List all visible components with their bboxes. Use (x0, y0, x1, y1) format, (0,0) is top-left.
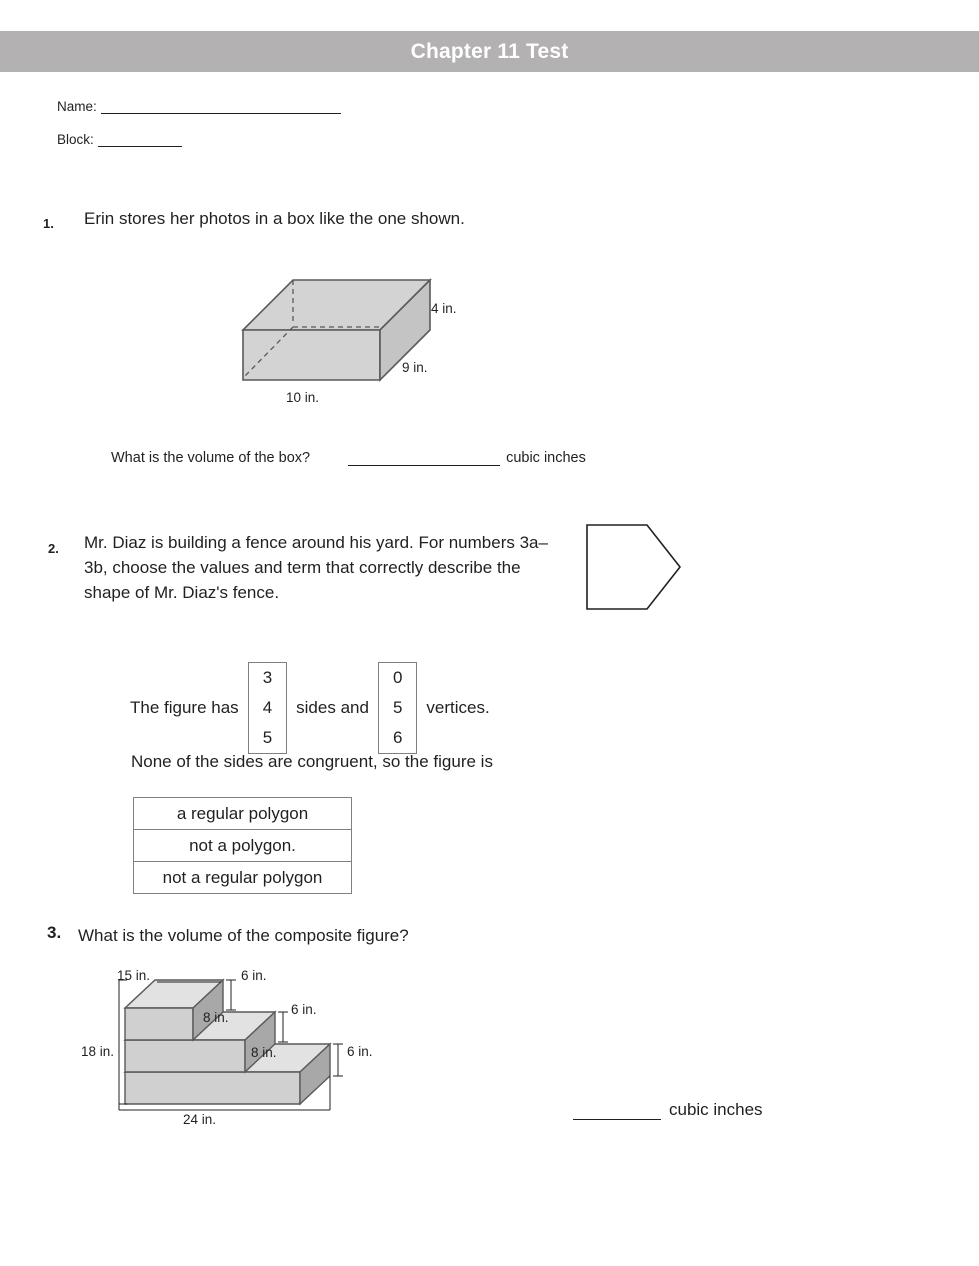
page-title: Chapter 11 Test (410, 39, 569, 63)
figure-label-24in: 24 in. (183, 1112, 217, 1127)
vertices-option-3[interactable]: 6 (392, 728, 403, 747)
figure-label-15in: 15 in. (117, 968, 151, 983)
term-option-2[interactable]: not a polygon. (134, 830, 351, 862)
question-2-sentence (130, 662, 490, 754)
question-3-answer-input[interactable] (573, 1105, 661, 1120)
term-option-1[interactable]: a regular polygon (134, 798, 351, 830)
name-input[interactable] (101, 101, 341, 114)
question-1-answer-unit: cubic inches (506, 450, 586, 466)
figure-label-6in-top: 6 in. (241, 968, 267, 983)
sides-option-2[interactable]: 4 (262, 698, 273, 717)
block-input[interactable] (98, 134, 182, 147)
question-1-answer-input[interactable] (348, 452, 500, 466)
question-1-prompt: What is the volume of the box? (111, 450, 311, 466)
figure-label-depth: 9 in. (402, 360, 428, 375)
question-1-text: Erin stores her photos in a box like the one shown. (84, 209, 465, 228)
figure-label-18in: 18 in. (81, 1044, 115, 1059)
figure-label-6in-bottom: 6 in. (347, 1044, 373, 1059)
figure-label-height: 4 in. (431, 301, 457, 316)
vertices-option-1[interactable]: 0 (392, 668, 403, 687)
question-2-sentence-lead: The figure has (130, 698, 239, 717)
question-1-number: 1. (43, 216, 54, 231)
term-option-3[interactable]: not a regular polygon (162, 868, 323, 887)
question-2-number: 2. (48, 541, 59, 556)
name-label: Name: (57, 99, 97, 114)
question-2-figure (585, 523, 685, 613)
question-3-answer-row (573, 1100, 763, 1120)
question-3-text: What is the volume of the composite figure? (78, 926, 409, 945)
block-label: Block: (57, 132, 94, 147)
vertices-option-2[interactable]: 5 (392, 698, 403, 717)
question-2-sides-choices[interactable] (248, 662, 287, 754)
question-2-sentence-mid: sides and (296, 698, 369, 717)
block-field-row (57, 132, 182, 147)
figure-label-8in-bottom: 8 in. (251, 1045, 277, 1060)
figure-label-8in-top: 8 in. (203, 1010, 229, 1025)
question-2-term-choices[interactable] (133, 797, 352, 894)
page-header (0, 31, 979, 72)
question-3-figure (81, 952, 435, 1132)
question-1-prompt-row (111, 450, 586, 466)
question-2-line2: None of the sides are congruent, so the figure is (131, 752, 493, 771)
name-field-row (57, 99, 341, 114)
question-2-vertices-choices[interactable] (378, 662, 417, 754)
question-2-sentence-tail: vertices. (426, 698, 490, 717)
question-3-number: 3. (47, 923, 62, 942)
figure-label-6in-mid: 6 in. (291, 1002, 317, 1017)
sides-option-1[interactable]: 3 (262, 668, 273, 687)
sides-option-3[interactable]: 5 (262, 728, 273, 747)
figure-label-width: 10 in. (286, 390, 320, 405)
question-3-answer-unit: cubic inches (669, 1100, 763, 1119)
question-1-figure (235, 265, 495, 415)
question-2-text: Mr. Diaz is building a fence around his yard. For numbers 3a–3b, choose the values and term that correctly describe the shape of Mr. Diaz's fence. (84, 533, 548, 602)
